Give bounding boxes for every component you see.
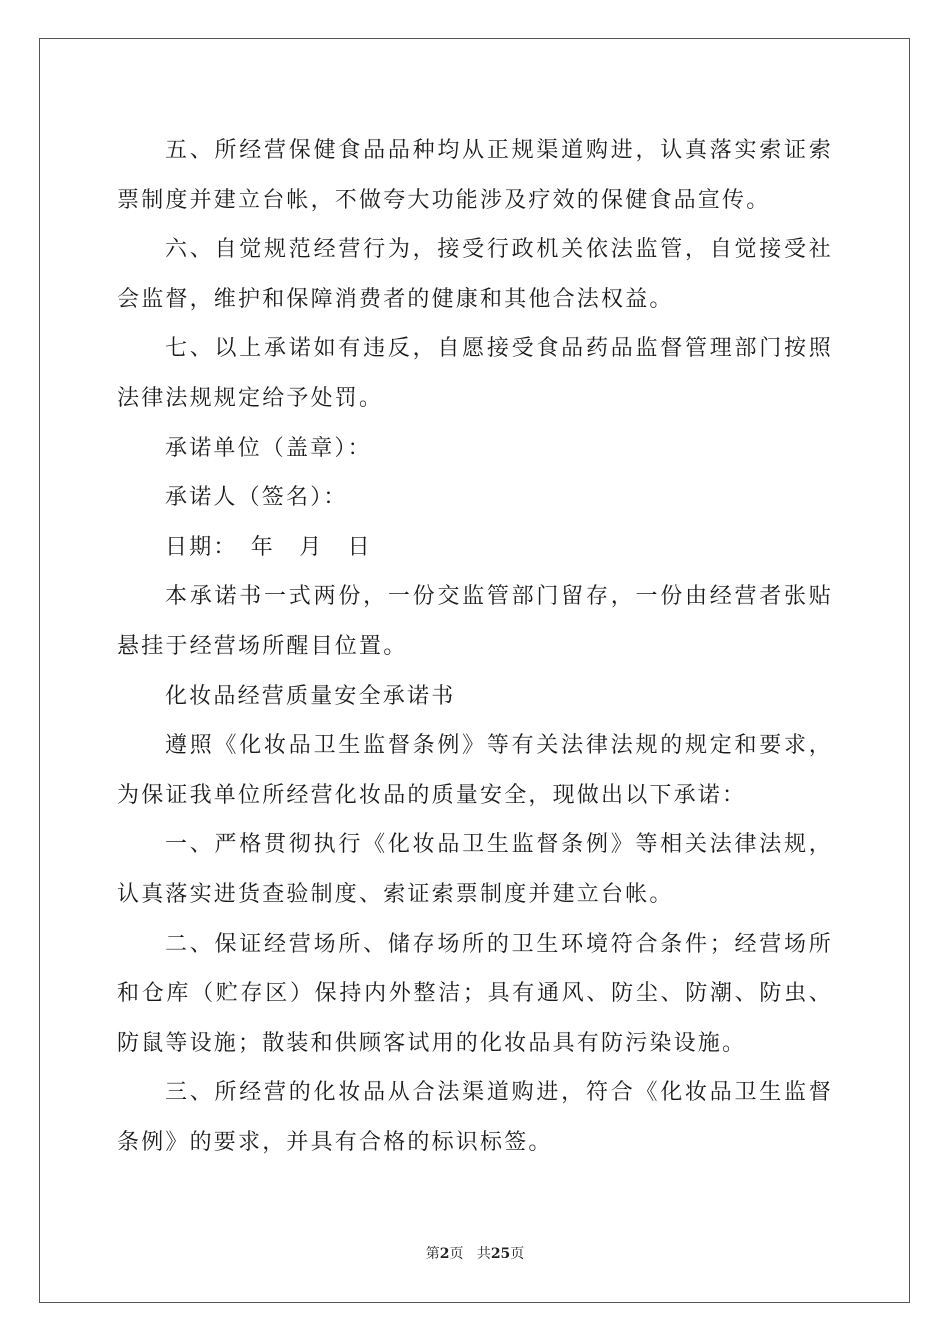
current-page-number: 2 bbox=[439, 1246, 450, 1262]
footer-prefix: 第 bbox=[425, 1246, 440, 1262]
section-title: 化妆品经营质量安全承诺书 bbox=[165, 683, 456, 709]
signature-person-line: 承诺人（签名）： bbox=[165, 485, 348, 511]
footer-total-suffix: 页 bbox=[510, 1246, 525, 1262]
footer-total-prefix: 共 bbox=[476, 1246, 491, 1262]
total-page-count: 25 bbox=[490, 1246, 511, 1262]
paragraph-item-6: 六、自觉规范经营行为，接受行政机关依法监管，自觉接受社会监督，维护和保障消费者的健康和其他合法权益。 bbox=[117, 237, 833, 312]
page-footer bbox=[0, 1243, 950, 1263]
copies-note: 本承诺书一式两份，一份交监管部门留存，一份由经营者张贴悬挂于经营场所醒目位置。 bbox=[117, 584, 833, 659]
date-line: 日期： 年 月 日 bbox=[165, 534, 372, 560]
paragraph-item-2: 二、保证经营场所、储存场所的卫生环境符合条件；经营场所和仓库（贮存区）保持内外整洁；具有通风、防尘、防潮、防虫、防鼠等设施；散装和供顾客试用的化妆品具有防污染设施。 bbox=[117, 931, 833, 1056]
paragraph-item-3: 三、所经营的化妆品从合法渠道购进，符合《化妆品卫生监督条例》的要求，并具有合格的标识标签。 bbox=[117, 1080, 833, 1155]
signature-unit-line: 承诺单位（盖章）： bbox=[165, 435, 372, 461]
document-body bbox=[117, 126, 833, 1167]
paragraph-item-5: 五、所经营保健食品品种均从正规渠道购进，认真落实索证索票制度并建立台帐，不做夸大功能涉及疗效的保健食品宣传。 bbox=[117, 138, 833, 213]
paragraph-item-1: 一、严格贯彻执行《化妆品卫生监督条例》等相关法律法规，认真落实进货查验制度、索证索票制度并建立台帐。 bbox=[117, 832, 833, 907]
preamble-paragraph: 遵照《化妆品卫生监督条例》等有关法律法规的规定和要求，为保证我单位所经营化妆品的质量安全，现做出以下承诺： bbox=[117, 733, 833, 808]
footer-page-word: 页 bbox=[449, 1246, 464, 1262]
paragraph-item-7: 七、以上承诺如有违反，自愿接受食品药品监督管理部门按照法律法规规定给予处罚。 bbox=[117, 336, 833, 411]
